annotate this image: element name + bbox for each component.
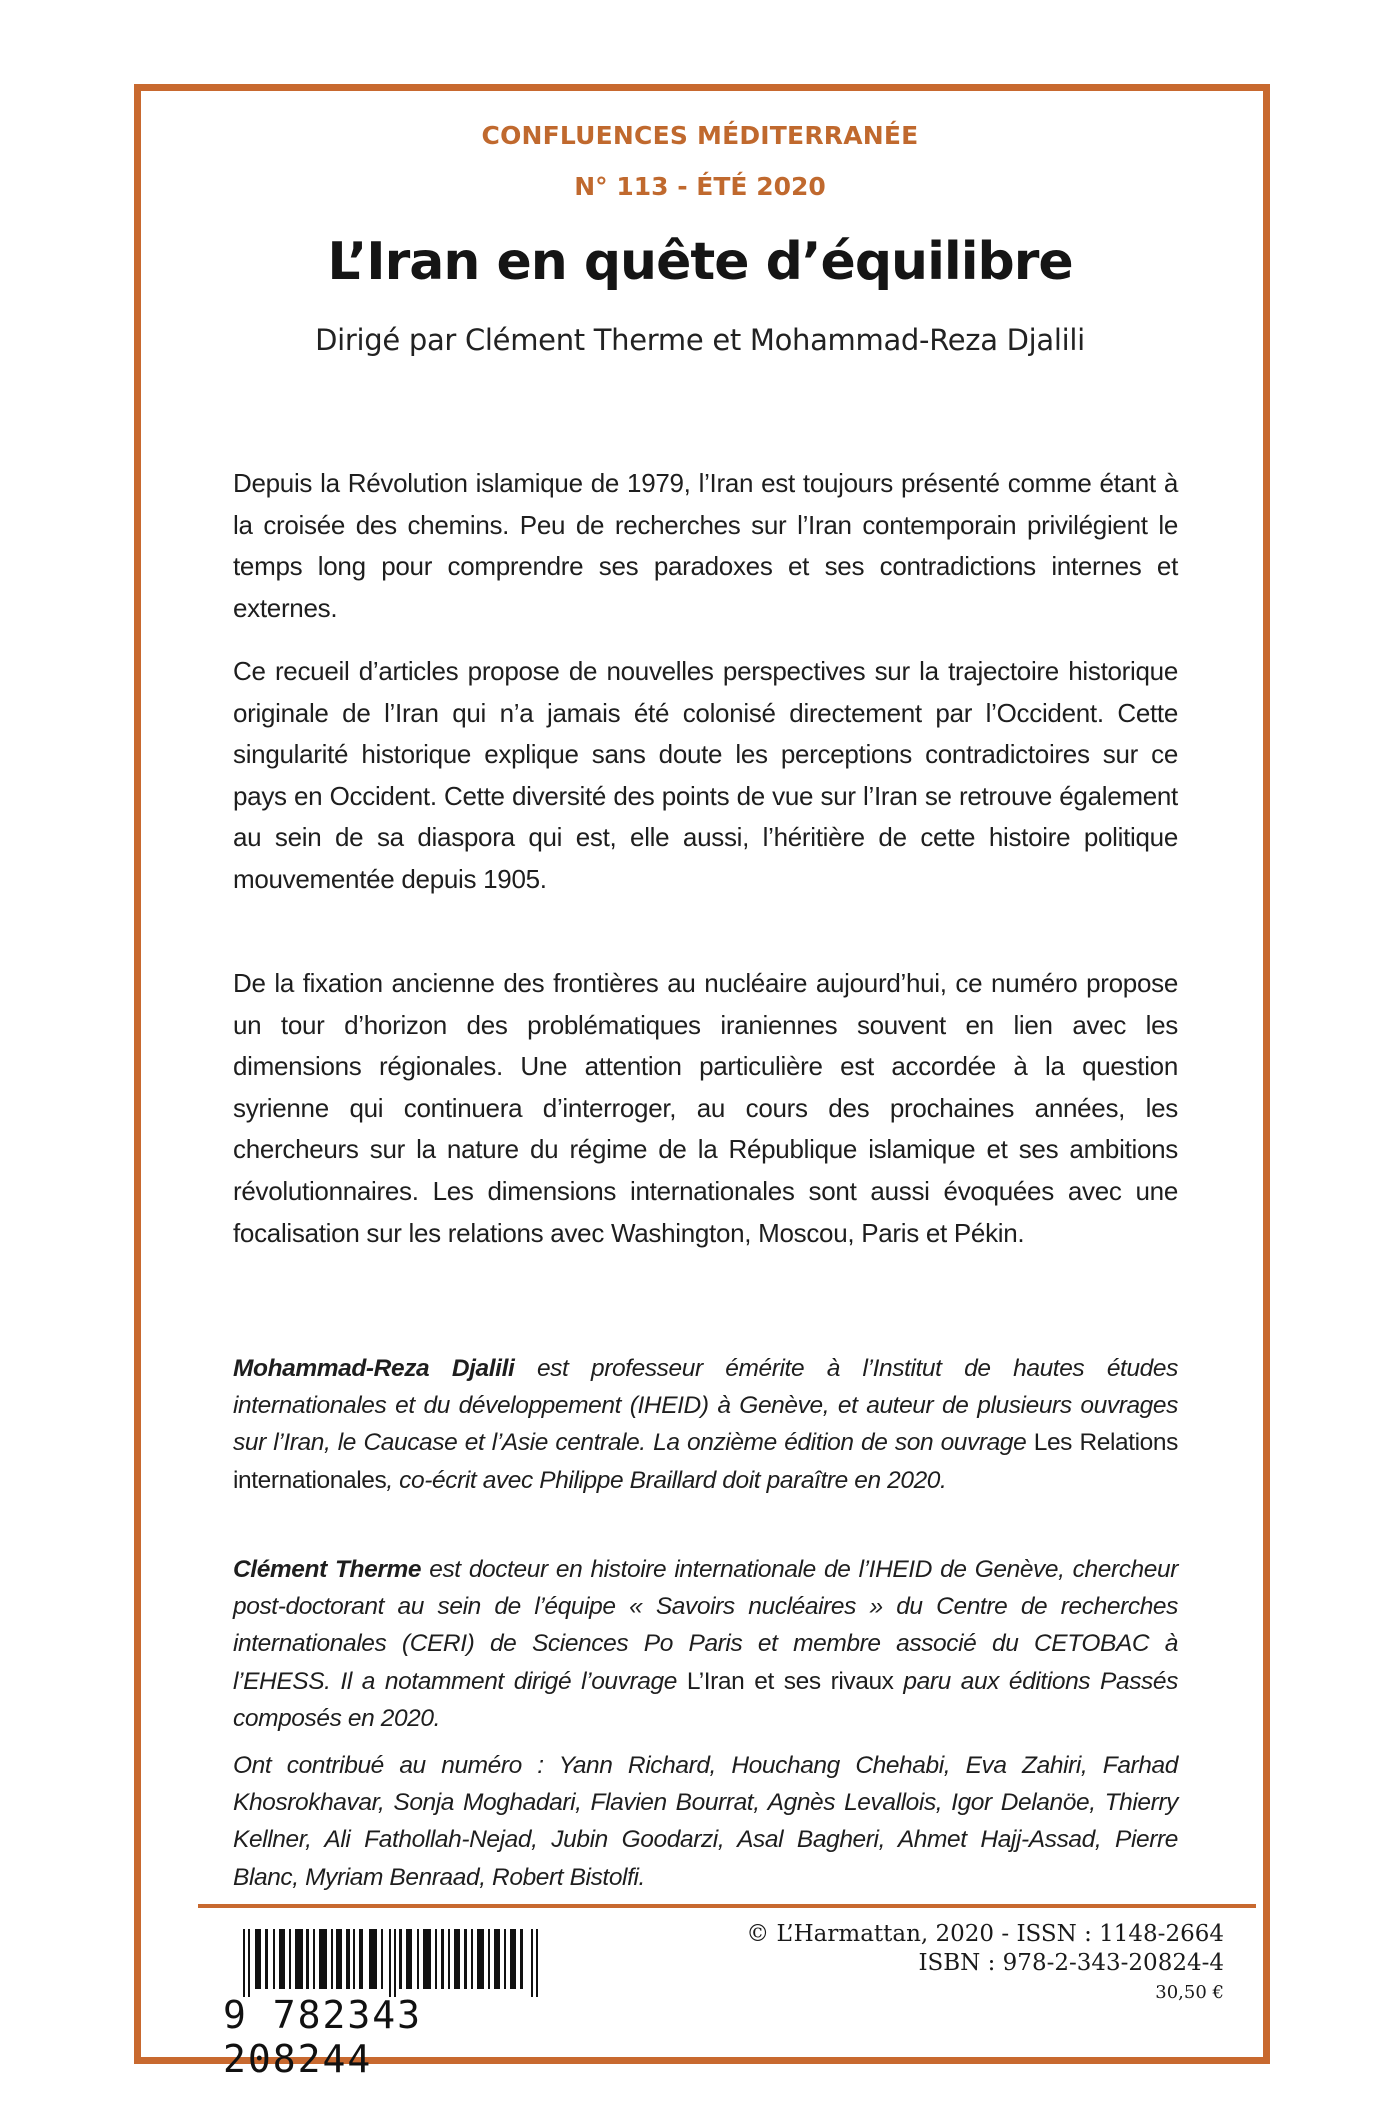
summary-paragraph: Ce recueil d’articles propose de nouvelles perspectives sur la trajectoire historique originale de l’Iran qui n’a jamais été colonisé directement par l’Occident. Cette singularité historique explique sans doute les perceptions contradictoires sur ce pays en Occident. Cette diversité des points de vue sur l’Iran se retrouve également au sein de sa diaspora qui est, elle aussi, l’héritière de cette histoire politique mouvementée depuis 1905.: [233, 656, 1178, 894]
copyright-issn: © L’Harmattan, 2020 - ISSN : 1148-2664: [746, 1921, 1224, 1947]
bio-text: est professeur émérite à l’Institut de hautes études internationales et du développement (IHEID) à Genève, et auteur de plusieurs ouvrages sur l’Iran, le Caucase et l’Asie centrale. La onzième édition de son ouvrage: [233, 1355, 1178, 1457]
bio-text: paru aux éditions Passés composés en 2020.: [233, 1667, 1178, 1732]
work-title: L’Iran et ses rivaux: [686, 1667, 894, 1695]
isbn: ISBN : 978-2-343-20824-4: [918, 1950, 1224, 1976]
contributors-list: Ont contribué au numéro : Yann Richard, Houchang Chehabi, Eva Zahiri, Farhad Khosrokhavar, Sonja Moghadari, Flavien Bourrat, Agnès Levallois, Igor Delanöe, Thierry Kellner, Ali Fathollah-Nejad, Jubin Goodarzi, Asal Bagheri, Ahmet Hajj-Assad, Pierre Blanc, Myriam Benraad, Robert Bistolfi.: [233, 1752, 1178, 1891]
issue-number: N° 113 - ÉTÉ 2020: [574, 172, 826, 201]
footer-divider: [198, 1904, 1256, 1908]
work-title: Les Relations internationales: [233, 1429, 1178, 1494]
summary-paragraph: Depuis la Révolution islamique de 1979, l’Iran est toujours présenté comme étant à la croisée des chemins. Peu de recherches sur l’Iran contemporain privilégient le temps long pour comprendre ses paradoxes et ses contradictions internes et externes.: [233, 468, 1178, 623]
author-name: Mohammad-Reza Djalili: [233, 1355, 515, 1382]
series-name: CONFLUENCES MÉDITERRANÉE: [481, 121, 919, 150]
price: 30,50 €: [1155, 1982, 1224, 2003]
book-title: L’Iran en quête d’équilibre: [327, 232, 1073, 292]
barcode-number: 9 782343 208244: [223, 1993, 423, 2081]
bio-text: est docteur en histoire internationale de l’IHEID de Genève, chercheur post-doctorant au sein de l’équipe « Savoirs nucléaires » du Centre de recherches internationales (CERI) de Sciences Po Paris et membre associé du CETOBAC à l’EHESS. Il a notamment dirigé l’ouvrage: [233, 1556, 1178, 1695]
author-name: Clément Therme: [233, 1556, 422, 1583]
bio-text: , co-écrit avec Philippe Braillard doit paraître en 2020.: [386, 1466, 947, 1494]
summary-paragraph: De la fixation ancienne des frontières au nucléaire aujourd’hui, ce numéro propose un tour d’horizon des problématiques iraniennes souvent en lien avec les dimensions régionales. Une attention particulière est accordée à la question syrienne qui continuera d’interroger, au cours des prochaines années, les chercheurs sur la nature du régime de la République islamique et ses ambitions révolutionnaires. Les dimensions internationales sont aussi évoquées avec une focalisation sur les relations avec Washington, Moscou, Paris et Pékin.: [233, 968, 1178, 1248]
author-bio: [233, 1350, 1178, 1499]
editors-line: Dirigé par Clément Therme et Mohammad-Reza Djalili: [315, 323, 1085, 357]
author-bio: [233, 1551, 1178, 1737]
barcode-icon: [243, 1929, 543, 1997]
